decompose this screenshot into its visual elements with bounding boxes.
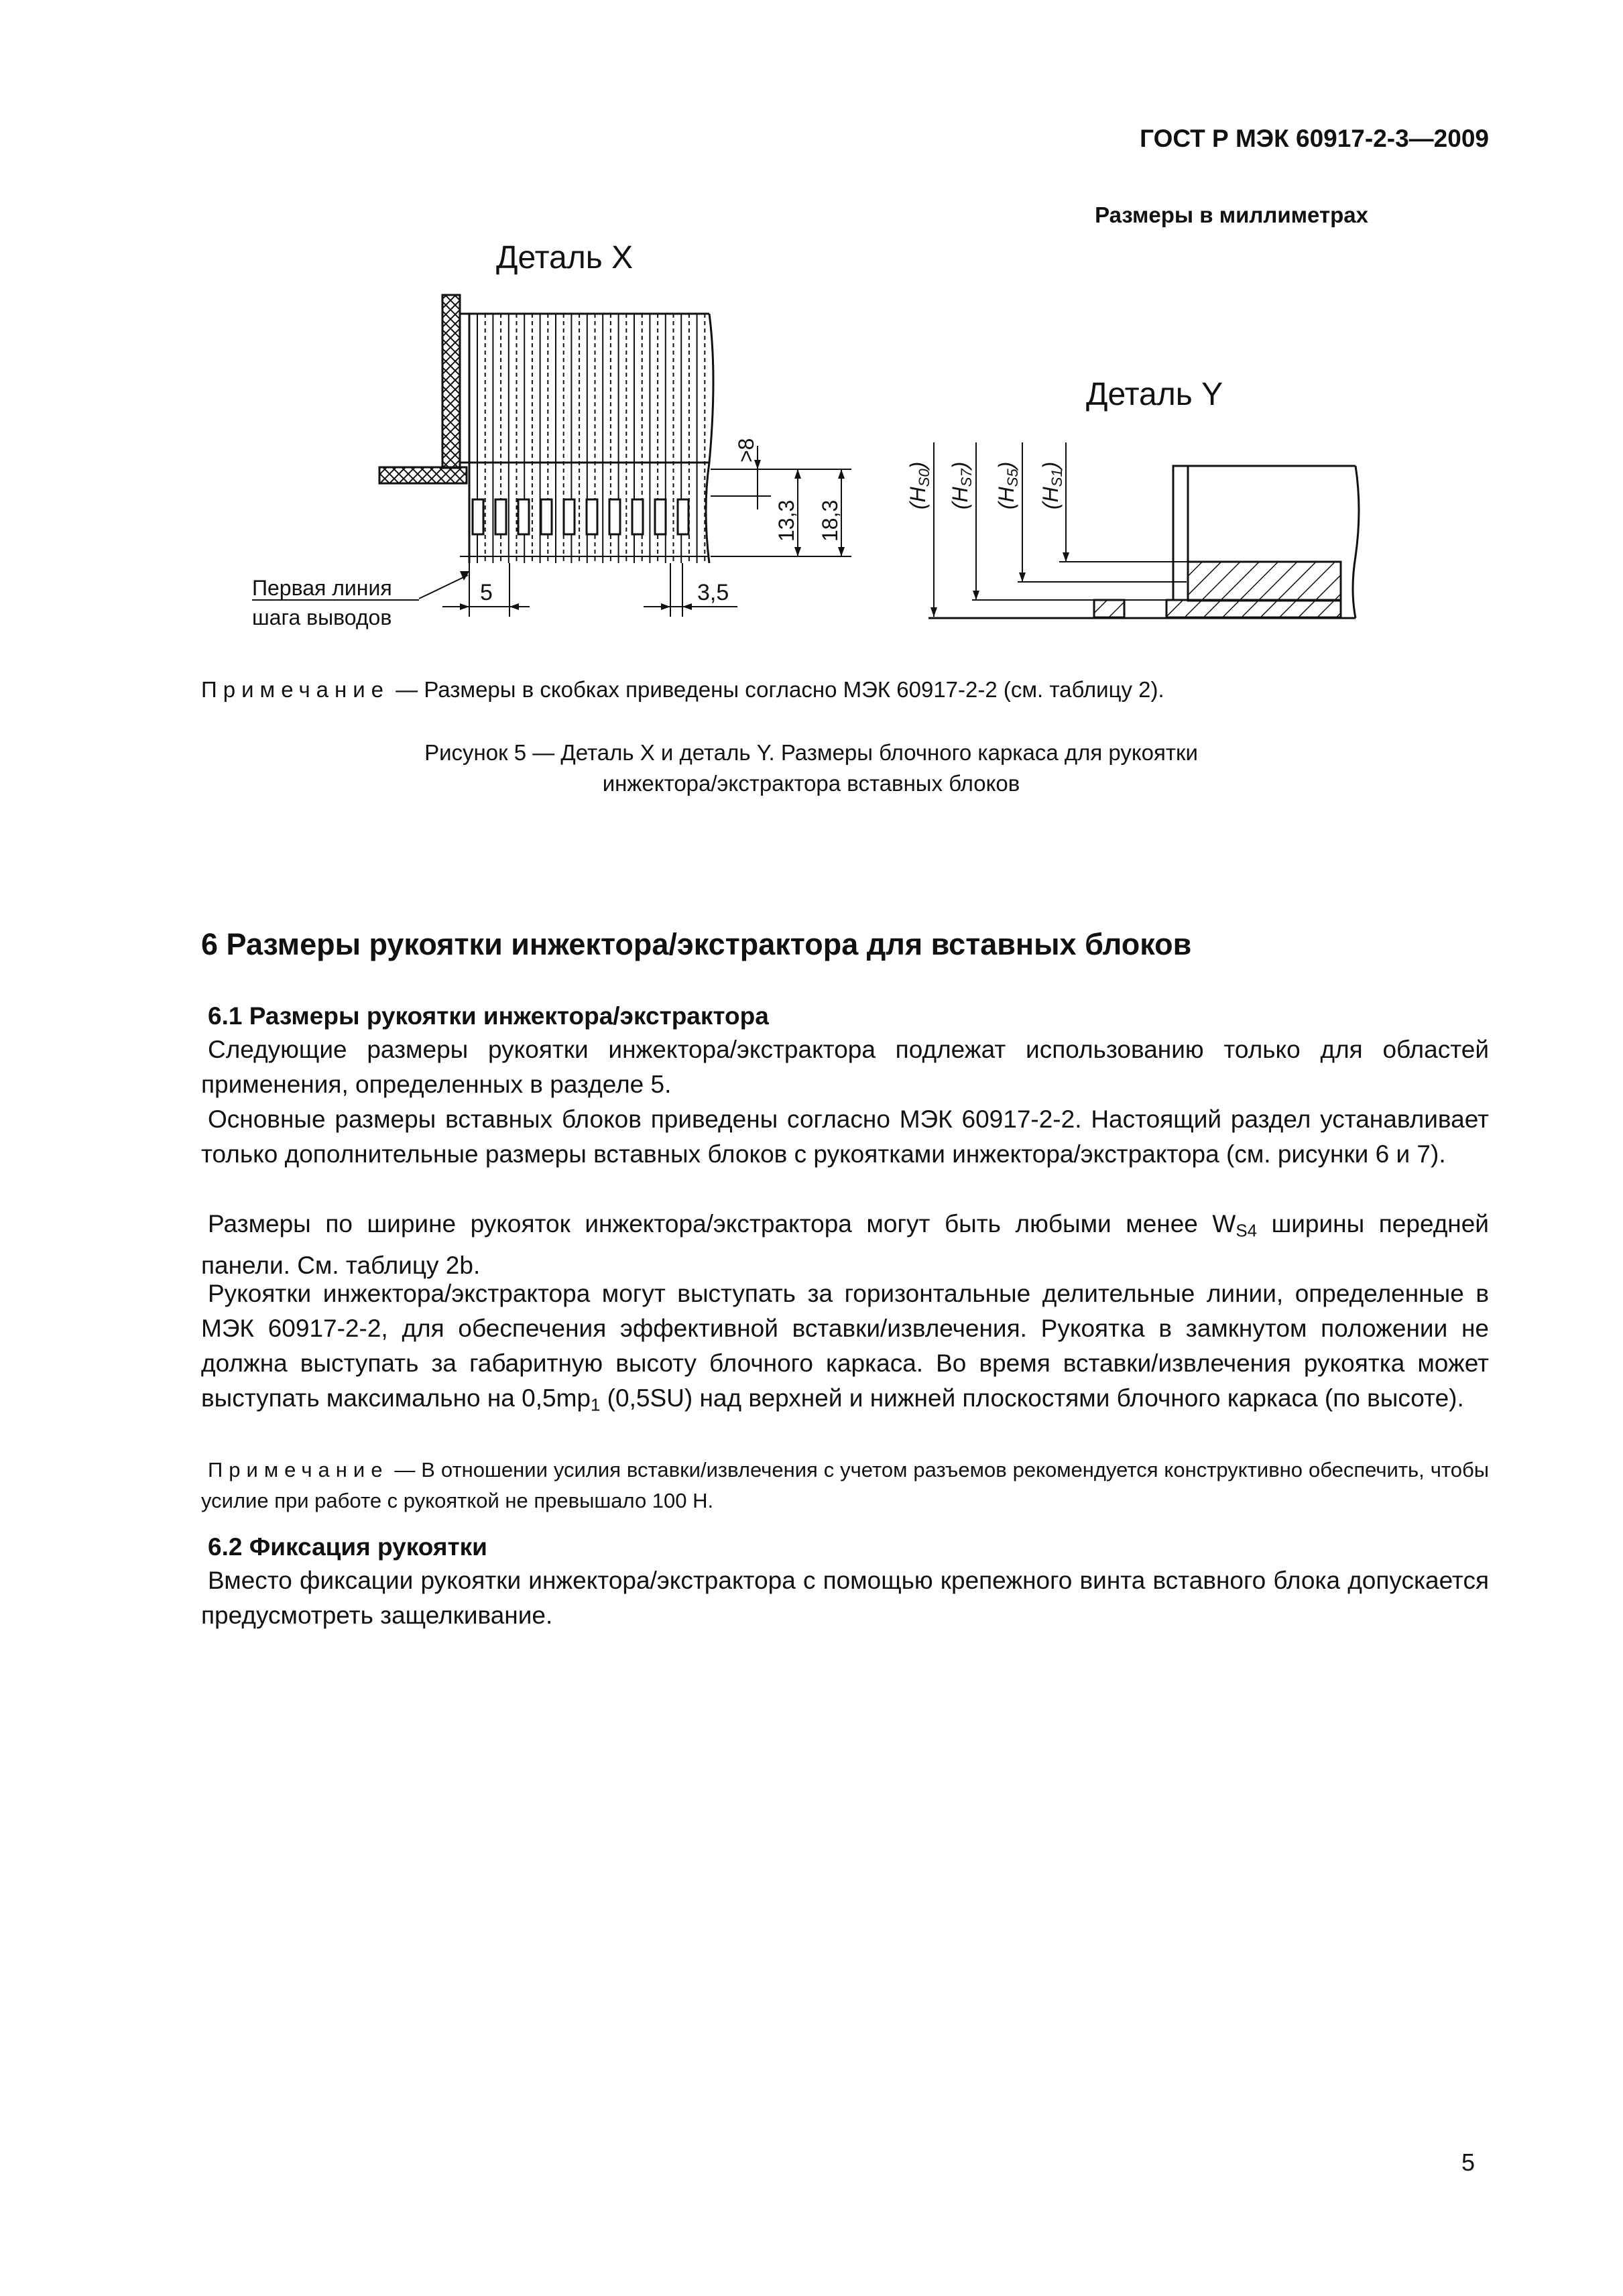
dim-13-3-label: 13,3 [774,499,798,542]
connector-pad [587,499,597,534]
connector-pad [632,499,643,534]
dim-18-3-label: 18,3 [818,499,842,542]
figure-note-text: — Размеры в скобках приведены согласно МЭК 60917-2-2 (см. таблицу 2). [389,677,1164,702]
connector-pad [678,499,688,534]
dimension-3-5 [644,563,737,617]
units-note: Размеры в миллиметрах [1095,202,1368,227]
section-note-prefix: Примечание [208,1458,389,1482]
vertical-dimensions [711,438,851,556]
figure-5-drawing [0,0,1623,670]
connector-pad [655,499,666,534]
hs7-label: S7 [958,469,975,487]
hs0-label: S0 [916,469,933,487]
section-note-text: — В отношении усилия вставки/извлечения с учетом разъемов рекомендуется конструктивно обеспечить, чтобы усилие при работе с рукояткой не превышало 100 Н. [201,1458,1489,1512]
dim-5-label: 5 [480,580,493,605]
dim-gt8-label: >8 [734,438,758,463]
figure-5 [0,0,1623,670]
connector-pad [518,499,529,534]
svg-text:(HS0): (HS0) [906,461,933,509]
detail-y-title: Деталь Y [1086,377,1223,412]
paragraph-3: Размеры по ширине рукояток инжектора/экстрактора могут быть любыми менее $W_{S4}$ ширины передней панели. См. таблицу 2b. [201,1210,1489,1280]
frame-plate-horizontal [379,467,467,483]
figure-caption [201,737,1421,799]
svg-text:(HS5): (HS5) [994,461,1021,509]
connector-pad [564,499,575,534]
paragraph-2: Основные размеры вставных блоков приведены согласно МЭК 60917-2-2. Настоящий раздел устанавливает только дополнительные размеры вставных блоков с рукоятками инжектора/экстрактора (см. рисунки 6 и 7). [201,1105,1489,1168]
detail-x-title: Деталь X [496,240,634,276]
subsection-6-1-title: 6.1 Размеры рукоятки инжектора/экстрактора [208,1002,769,1030]
figure-caption-line-2: инжектора/экстрактора вставных блоков [602,771,1020,796]
first-line-label-2: шага выводов [252,605,392,629]
section-note [201,1455,1489,1516]
paragraph-4: Рукоятки инжектора/экстрактора могут выступать за горизонтальные делительные линии, определенные в МЭК 60917-2-2, для обеспечения эффективной вставки/извлечения. Рукоятка в замкнутом положении не должна выступать за габаритную высоту блочного каркаса. Во время вставки/извлечения рукоятка может выступать максимально на $0,5mp_1$ (0,5SU) над верхней и нижней плоскостями блочного каркаса (по высоте). [201,1280,1489,1415]
paragraph-5: Вместо фиксации рукоятки инжектора/экстрактора с помощью крепежного винта вставного блока допускается предусмотреть защелкивание. [201,1567,1489,1629]
hs-labels [906,462,1065,509]
connector-pad [495,499,506,534]
connector-pads [473,499,688,534]
connector-pad [473,499,483,534]
svg-text:(HS1): (HS1) [1038,461,1065,509]
first-line-label-1: Первая линия [252,576,392,600]
page-number: 5 [1461,2149,1476,2176]
figure-note [201,677,1164,703]
document-code: ГОСТ Р МЭК 60917-2-3—2009 [1140,125,1489,152]
connector-pad [541,499,552,534]
frame-plate-vertical [442,295,460,468]
connector-pad [609,499,620,534]
hs1-label: S1 [1048,469,1065,487]
section-6-title: 6 Размеры рукоятки инжектора/экстрактора для вставных блоков [201,927,1192,961]
paragraph-1: Следующие размеры рукоятки инжектора/экстрактора подлежат использованию только для областей применения, определенных в разделе 5. [201,1036,1489,1098]
dim-3-5-label: 3,5 [697,580,729,605]
svg-text:(HS7): (HS7) [948,461,975,509]
figure-caption-line-1: Рисунок 5 — Деталь X и деталь Y. Размеры блочного каркаса для рукоятки [424,740,1198,765]
subsection-6-2-title: 6.2 Фиксация рукоятки [208,1533,487,1561]
hs5-label: S5 [1004,469,1021,487]
detail-y-drawing [928,442,1359,618]
dimension-5 [442,563,530,617]
figure-note-prefix: Примечание [201,677,390,702]
